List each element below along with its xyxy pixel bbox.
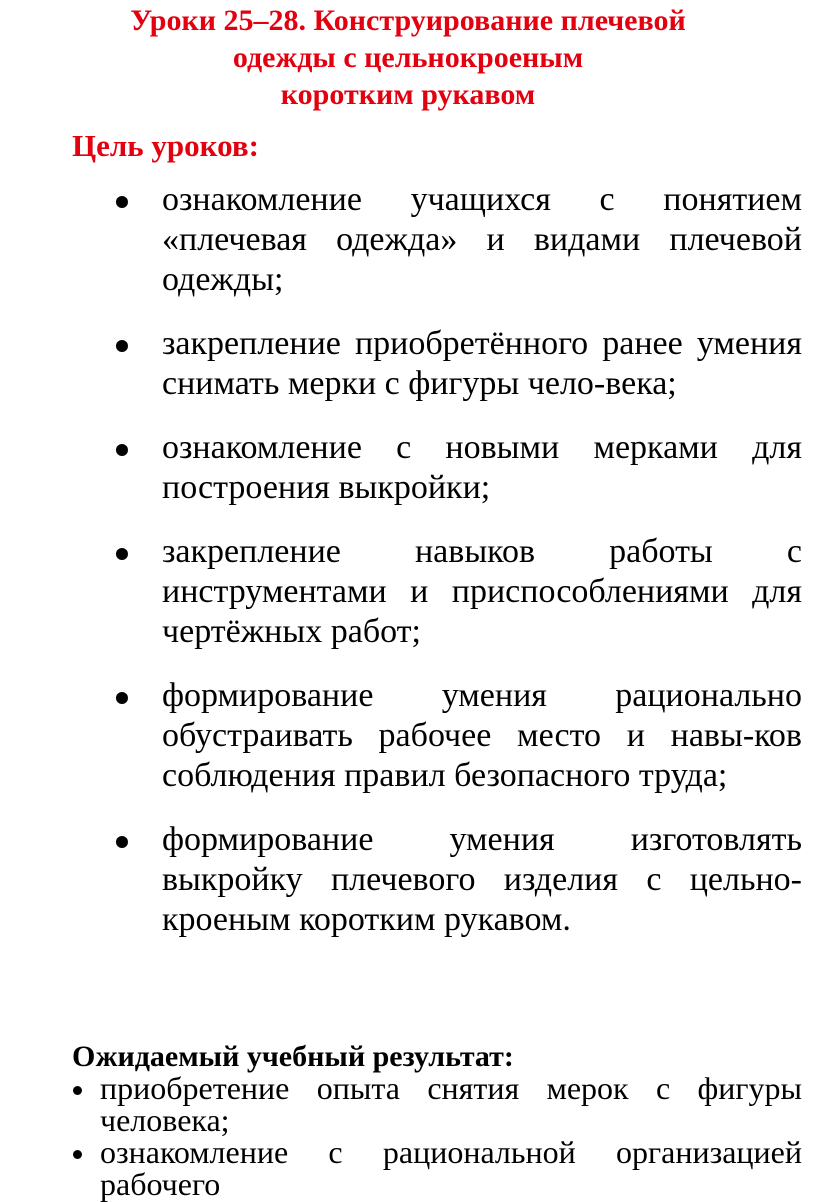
goal-item (162, 324, 802, 404)
bullet-icon (116, 444, 128, 456)
bullet-icon (116, 340, 128, 352)
goals-heading: Цель уроков: (72, 128, 259, 163)
lesson-title (0, 2, 816, 113)
bullet-icon (116, 196, 128, 208)
goal-item-text: формирование умения рационально обустраивать рабочее место и навы-ков соблюдения правил безопасного труда; (162, 677, 802, 794)
lesson-title-line-1: Уроки 25–28. Конструирование плечевой (130, 4, 686, 37)
goal-item (162, 676, 802, 796)
result-item-text: приобретение опыта снятия мерок с фигуры человека; (100, 1070, 802, 1138)
bullet-icon (116, 836, 128, 848)
goal-item-text: формирование умения изготовлять выкройку плечевого изделия с цельно-кроеным коротким рукавом. (162, 821, 802, 938)
goal-item-text: ознакомление учащихся с понятием «плечевая одежда» и видами плечевой одежды; (162, 181, 802, 298)
goal-item-text: ознакомление с новыми мерками для построения выкройки; (162, 429, 802, 506)
goal-item-text: закрепление приобретённого ранее умения снимать мерки с фигуры чело-века; (162, 325, 802, 402)
bullet-icon (73, 1150, 82, 1159)
result-item (100, 1072, 802, 1136)
results-list (0, 1072, 816, 1200)
goal-item-text: закрепление навыков работы с инструментами и приспособлениями для чертёжных работ; (162, 533, 802, 650)
lesson-title-line-3: коротким рукавом (280, 78, 536, 111)
goals-list (0, 180, 816, 964)
goal-item (162, 820, 802, 940)
goal-item (162, 180, 802, 300)
lesson-title-line-2: одежды с цельнокроеным (232, 41, 584, 74)
bullet-icon (116, 692, 128, 704)
bullet-icon (116, 548, 128, 560)
result-item (100, 1136, 802, 1200)
goal-item (162, 532, 802, 652)
bullet-icon (73, 1086, 82, 1095)
result-item-text: ознакомление с рациональной организацией рабочего (100, 1134, 802, 1202)
goal-item (162, 428, 802, 508)
results-heading: Ожидаемый учебный результат: (72, 1040, 514, 1073)
